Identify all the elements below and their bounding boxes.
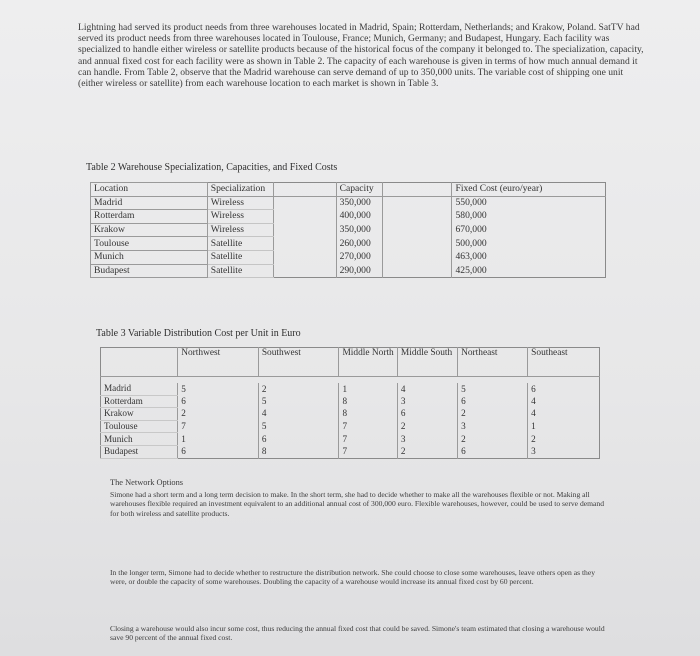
- value-cell: 5: [258, 395, 339, 408]
- location-cell: Madrid: [101, 383, 178, 395]
- table2-caption: Table 2 Warehouse Specialization, Capacities, and Fixed Costs: [86, 162, 338, 173]
- table-row: [101, 408, 600, 421]
- table-row: [91, 210, 606, 224]
- table-row: [101, 383, 600, 395]
- capacity-cell: 260,000: [336, 237, 382, 251]
- section-heading: The Network Options: [110, 478, 184, 487]
- table-row: [91, 250, 606, 264]
- table-row: [101, 395, 600, 408]
- table-row: [101, 445, 600, 458]
- location-cell: Toulouse: [91, 237, 208, 251]
- capacity-cell: 400,000: [336, 210, 382, 224]
- header-cell: Capacity: [336, 183, 382, 197]
- location-cell: Munich: [101, 433, 178, 446]
- value-cell: 7: [339, 445, 397, 458]
- capacity-cell: 270,000: [336, 250, 382, 264]
- specialization-cell: Wireless: [207, 210, 273, 224]
- value-cell: 4: [397, 383, 457, 395]
- capacity-cell: 290,000: [336, 264, 382, 278]
- header-cell: Southeast: [528, 348, 600, 377]
- value-cell: 2: [458, 408, 528, 421]
- value-cell: 7: [178, 420, 259, 433]
- value-cell: 7: [339, 433, 397, 446]
- table-row: [101, 420, 600, 433]
- value-cell: 5: [458, 383, 528, 395]
- fixed-cost-cell: 425,000: [452, 264, 545, 278]
- table-row: [91, 196, 606, 210]
- header-cell: Southwest: [258, 348, 339, 377]
- value-cell: 1: [178, 433, 259, 446]
- value-cell: 4: [258, 408, 339, 421]
- header-cell: Middle South: [397, 348, 457, 377]
- value-cell: 5: [178, 383, 259, 395]
- paragraph-short-term: Simone had a short term and a long term decision to make. In the short term, she had to decide whether to make all the warehouses flexible or not. Making all warehouses flexible required an investment equivalent to an additional annual cost of 300,000 euro. Flexible warehouses, however, could be used to serve demand for both wireless and satellite products.: [110, 490, 604, 518]
- intro-paragraph: Lightning had served its product needs from three warehouses located in Madrid, Spain; Rotterdam, Netherlands; and Krakow, Poland. SatTV had served its product needs from three warehouses located in Toulouse, France; Munich, Germany; and Budapest, Hungary. Each facility was specialized to handle either wireless or satellite products because of the historical focus of the company it belonged to. The specialization, capacity, and annual fixed cost for each facility were as shown in Table 2. The capacity of each warehouse is given in terms of how much annual demand it can handle. From Table 2, observe that the Madrid warehouse can serve demand of up to 350,000 units. The variable cost of shipping one unit (either wireless or satellite) from each warehouse location to each market is shown in Table 3.: [78, 22, 644, 90]
- fixed-cost-cell: 550,000: [452, 196, 545, 210]
- location-cell: Budapest: [101, 445, 178, 458]
- table-row: [91, 223, 606, 237]
- fixed-cost-cell: 463,000: [452, 250, 545, 264]
- table-header-row: [91, 183, 606, 197]
- value-cell: 6: [178, 395, 259, 408]
- header-cell: Fixed Cost (euro/year): [452, 183, 545, 197]
- paragraph-long-term: In the longer term, Simone had to decide whether to restructure the distribution network. She could choose to close some warehouses, leave others open as they were, or double the capacity of some warehouses. Doubling the capacity of a warehouse would increase its annual fixed cost by 60 percent.: [110, 568, 596, 587]
- value-cell: 7: [339, 420, 397, 433]
- table-row: [101, 433, 600, 446]
- value-cell: 3: [458, 420, 528, 433]
- capacity-cell: 350,000: [336, 223, 382, 237]
- location-cell: Rotterdam: [91, 210, 208, 224]
- specialization-cell: Satellite: [207, 250, 273, 264]
- value-cell: 3: [397, 433, 457, 446]
- value-cell: 6: [458, 445, 528, 458]
- value-cell: 6: [458, 395, 528, 408]
- header-cell: Specialization: [207, 183, 273, 197]
- location-cell: Rotterdam: [101, 395, 178, 408]
- value-cell: 3: [397, 395, 457, 408]
- specialization-cell: Wireless: [207, 196, 273, 210]
- value-cell: 8: [339, 408, 397, 421]
- specialization-cell: Satellite: [207, 237, 273, 251]
- value-cell: 1: [339, 383, 397, 395]
- paragraph-closing-cost: Closing a warehouse would also incur some cost, thus reducing the annual fixed cost that could be saved. Simone's team estimated that closing a warehouse would save 90 percent of the annual fixed cost.: [110, 624, 605, 643]
- value-cell: 6: [531, 383, 536, 394]
- table3-caption: Table 3 Variable Distribution Cost per Unit in Euro: [96, 328, 301, 339]
- header-cell: Location: [91, 183, 208, 197]
- header-cell: Middle North: [339, 348, 397, 377]
- value-cell: 2: [458, 433, 528, 446]
- value-cell: 1: [531, 421, 536, 432]
- table-header-row: [101, 348, 600, 377]
- value-cell: 6: [258, 433, 339, 446]
- fixed-cost-cell: 580,000: [452, 210, 545, 224]
- location-cell: Krakow: [101, 408, 178, 421]
- location-cell: Krakow: [91, 223, 208, 237]
- location-cell: Budapest: [91, 264, 208, 278]
- table-row: [91, 237, 606, 251]
- value-cell: 2: [178, 408, 259, 421]
- capacity-cell: 350,000: [336, 196, 382, 210]
- table-row: [91, 264, 606, 278]
- value-cell: 2: [397, 420, 457, 433]
- value-cell: 2: [531, 433, 536, 444]
- value-cell: 4: [531, 408, 536, 419]
- value-cell: 2: [258, 383, 339, 395]
- value-cell: 5: [258, 420, 339, 433]
- value-cell: 6: [397, 408, 457, 421]
- header-cell: Northwest: [178, 348, 259, 377]
- value-cell: 8: [339, 395, 397, 408]
- value-cell: 4: [531, 395, 536, 406]
- distribution-cost-table: [100, 347, 600, 459]
- location-cell: Munich: [91, 250, 208, 264]
- location-cell: Toulouse: [101, 420, 178, 433]
- value-cell: 6: [178, 445, 259, 458]
- header-cell: Northeast: [458, 348, 528, 377]
- warehouse-table: [90, 182, 606, 278]
- location-cell: Madrid: [91, 196, 208, 210]
- fixed-cost-cell: 500,000: [452, 237, 545, 251]
- specialization-cell: Wireless: [207, 223, 273, 237]
- value-cell: 2: [397, 445, 457, 458]
- value-cell: 3: [531, 446, 536, 457]
- fixed-cost-cell: 670,000: [452, 223, 545, 237]
- specialization-cell: Satellite: [207, 264, 273, 278]
- value-cell: 8: [258, 445, 339, 458]
- header-cell: [101, 348, 178, 377]
